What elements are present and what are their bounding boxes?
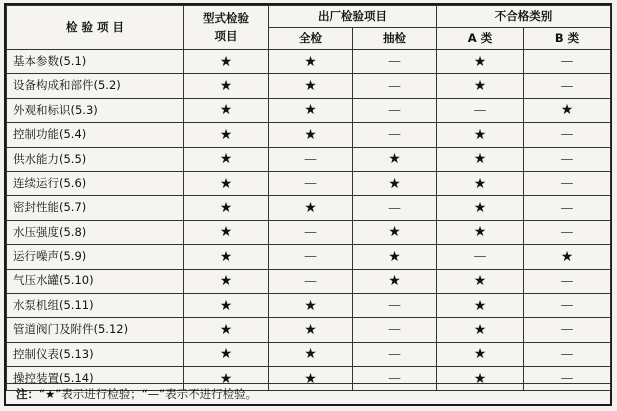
table-body [7,50,611,391]
inspection-table [6,5,611,391]
cell-a: — [437,98,524,122]
cell-a: ★ [437,147,524,171]
cell-full: — [269,220,353,244]
cell-full: ★ [269,98,353,122]
cell-full: ★ [269,318,353,342]
table-row [7,147,611,171]
cell-a: ★ [437,171,524,195]
header-nonconformity: 不合格类别 [437,6,611,28]
table-row [7,245,611,269]
cell-a: ★ [437,50,524,74]
note-text: “★”表示进行检验；“—”表示不进行检验。 [39,387,258,401]
cell-b: — [524,74,611,98]
cell-type: ★ [184,50,269,74]
row-item-name: 水泵机组(5.11) [7,293,184,317]
note-label: 注： [16,387,39,401]
cell-full: ★ [269,74,353,98]
cell-b: — [524,318,611,342]
cell-a: ★ [437,123,524,147]
cell-sample: ★ [353,269,437,293]
header-type-test-line2: 项目 [214,28,238,43]
cell-sample: — [353,293,437,317]
cell-type: ★ [184,367,269,391]
table-row [7,342,611,366]
cell-type: ★ [184,245,269,269]
row-item-name: 气压水罐(5.10) [7,269,184,293]
cell-full: ★ [269,293,353,317]
table-row [7,318,611,342]
cell-b: — [524,293,611,317]
cell-sample: — [353,50,437,74]
cell-sample: ★ [353,245,437,269]
row-item-name: 运行噪声(5.9) [7,245,184,269]
cell-type: ★ [184,147,269,171]
cell-b: — [524,147,611,171]
cell-a: ★ [437,367,524,391]
cell-type: ★ [184,269,269,293]
cell-b: — [524,50,611,74]
cell-a: ★ [437,196,524,220]
cell-type: ★ [184,220,269,244]
cell-a: ★ [437,269,524,293]
cell-full: — [269,269,353,293]
cell-b: — [524,367,611,391]
cell-sample: — [353,367,437,391]
row-item-name: 设备构成和部件(5.2) [7,74,184,98]
inspection-table-panel [4,3,612,406]
cell-b: — [524,123,611,147]
row-item-name: 外观和标识(5.3) [7,98,184,122]
table-row [7,293,611,317]
cell-type: ★ [184,318,269,342]
cell-full: ★ [269,367,353,391]
table-row [7,220,611,244]
cell-a: ★ [437,220,524,244]
cell-a: ★ [437,318,524,342]
row-item-name: 控制仪表(5.13) [7,342,184,366]
cell-a: ★ [437,74,524,98]
cell-full: ★ [269,196,353,220]
cell-b: — [524,196,611,220]
row-item-name: 管道阀门及附件(5.12) [7,318,184,342]
header-sample-inspection: 抽检 [353,28,437,50]
row-item-name: 供水能力(5.5) [7,147,184,171]
cell-sample: — [353,342,437,366]
cell-sample: — [353,74,437,98]
row-item-name: 水压强度(5.8) [7,220,184,244]
cell-b: — [524,269,611,293]
header-type-test-line1: 型式检验 [203,11,249,25]
cell-a: ★ [437,342,524,366]
cell-b: ★ [524,245,611,269]
cell-sample: — [353,123,437,147]
header-full-inspection: 全检 [269,28,353,50]
table-row [7,171,611,195]
cell-sample: ★ [353,147,437,171]
cell-b: — [524,342,611,366]
table-row [7,74,611,98]
cell-type: ★ [184,171,269,195]
cell-sample: ★ [353,220,437,244]
row-item-name: 控制功能(5.4) [7,123,184,147]
header-factory-test: 出厂检验项目 [269,6,437,28]
cell-type: ★ [184,74,269,98]
header-class-a: A 类 [437,28,524,50]
table-row [7,123,611,147]
table-row [7,98,611,122]
cell-type: ★ [184,293,269,317]
cell-a: — [437,245,524,269]
cell-type: ★ [184,196,269,220]
table-row [7,50,611,74]
cell-full: ★ [269,342,353,366]
cell-sample: ★ [353,171,437,195]
row-item-name: 密封性能(5.7) [7,196,184,220]
cell-full: — [269,147,353,171]
cell-b: ★ [524,98,611,122]
header-class-b: B 类 [524,28,611,50]
cell-a: ★ [437,293,524,317]
cell-full: ★ [269,123,353,147]
cell-full: ★ [269,50,353,74]
table-row [7,196,611,220]
cell-full: — [269,245,353,269]
cell-b: — [524,171,611,195]
table-note [6,383,610,404]
cell-b: — [524,220,611,244]
cell-type: ★ [184,98,269,122]
cell-full: — [269,171,353,195]
cell-type: ★ [184,123,269,147]
header-item: 检 验 项 目 [7,6,184,50]
row-item-name: 连续运行(5.6) [7,171,184,195]
table-row [7,269,611,293]
cell-sample: — [353,98,437,122]
cell-sample: — [353,196,437,220]
row-item-name: 基本参数(5.1) [7,50,184,74]
header-type-test [184,6,269,50]
row-item-name: 操控装置(5.14) [7,367,184,391]
cell-sample: — [353,318,437,342]
cell-type: ★ [184,342,269,366]
